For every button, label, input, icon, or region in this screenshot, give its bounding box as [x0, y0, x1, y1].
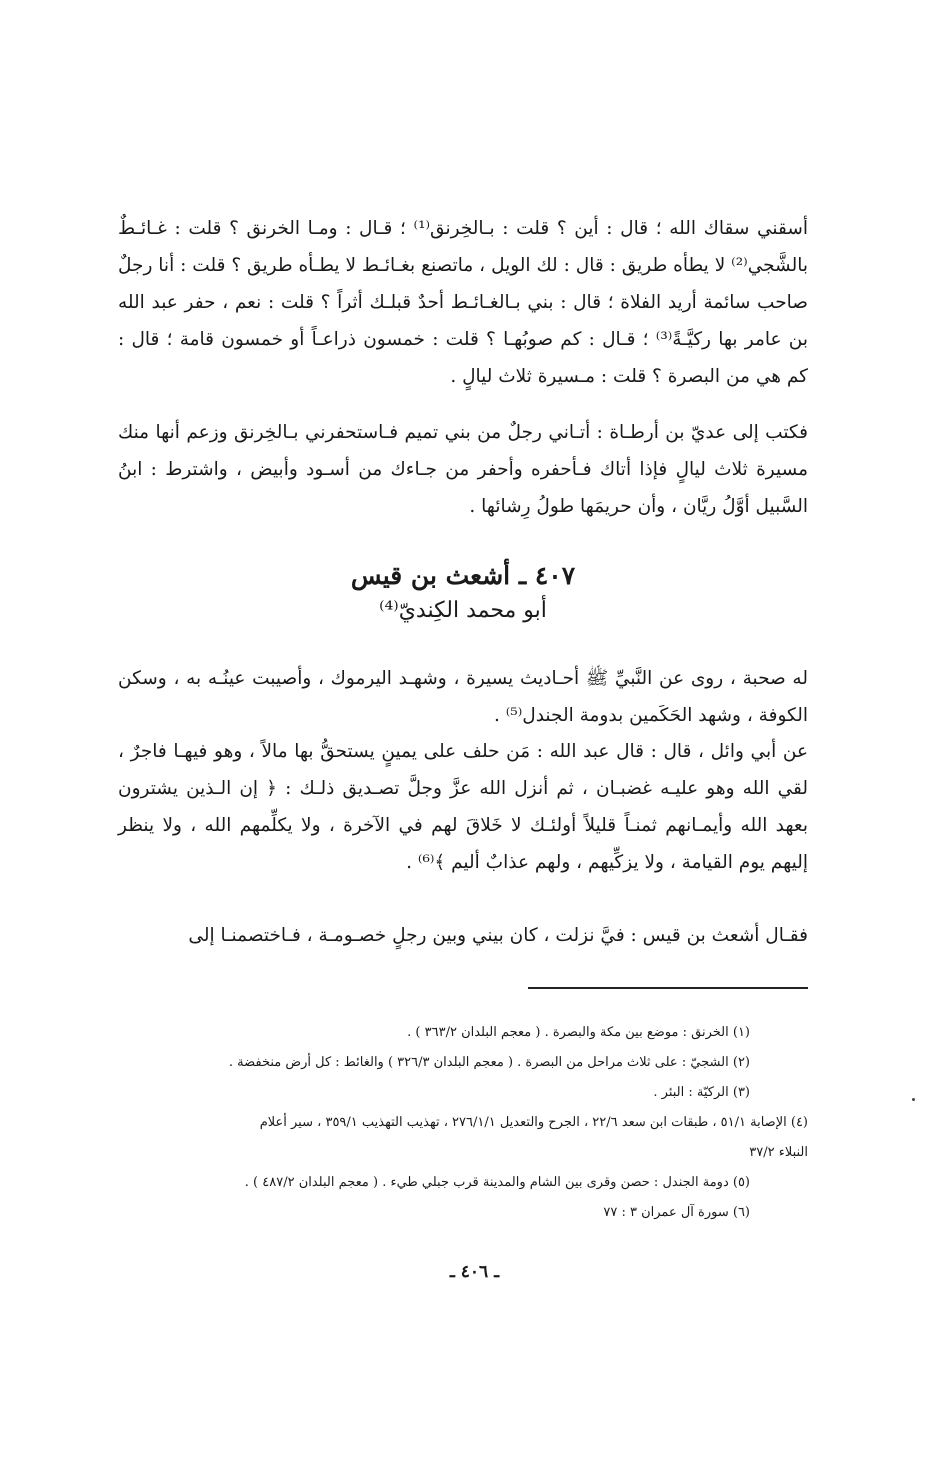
paragraph-5: فقـال أشعث بن قيس : فيَّ نزلت ، كان بيني وبين رجلٍ خصـومـة ، فـاختصمنـا إلى — [188, 925, 808, 946]
section-heading — [118, 557, 808, 627]
footnote-5: (٥) دومة الجندل : حصن وقرى بين الشام والمدينة قرب جبلي طيء . ( معجم البلدان ٤٨٧/٢ ) . — [244, 1175, 750, 1190]
entry-subtitle: أبو محمد الكِنديّ⁽⁴⁾ — [379, 598, 547, 623]
paragraph-2: فكتب إلى عديّ بن أرطـاة : أتـاني رجلٌ من بني تميم فـاستحفرني بـالخِرنق وزعم أنها منك مسيرة ثلاث ليالٍ فإذا أتاك فـأحفره وأحفر من جـاءك من أسـود وأبيض ، واشترط : ابنُ السَّبيل أوَّلُ ريَّان ، وأن حريمَها طولُ رِشائها . — [118, 422, 808, 517]
page-number: ـ ٤٠٦ ـ — [449, 1262, 500, 1282]
footnote-4-continued: النبلاء ٣٧/٢ — [749, 1145, 808, 1160]
paragraph-4: عن أبي وائل ، قال : قال عبد الله : مَن حلف على يمينٍ يستحقُّ بها مالاً ، وهو فيهـا فاجرٌ ، لقي الله وهو عليـه غضبـان ، ثم أنزل الله عزَّ وجلَّ تصـديق ذلـك : ﴿ إن الـذين يشترون بعهد الله وأيمـانهم ثمنـاً قليلاً أولئـك لا خَلاقَ لهم في الآخرة ، ولا يكلِّمهم الله ، ولا ينظر إليهم يوم القيامة ، ولا يزكِّيهم ، ولهم عذابٌ أليم ﴾⁽⁶⁾ . — [118, 741, 808, 873]
paragraph-1: أسقني سقاك الله ؛ قال : أين ؟ قلت : بـالخِرنق⁽¹⁾ ؛ قـال : ومـا الخرنق ؟ قلت : غـائـطٌ بالشَّجي⁽²⁾ لا يطأه طريق : قال : لك الويل ، ماتصنع بغـائـط لا يطـأه طريق ؟ قلت : أنا رجلٌ صاحب سائمة أريد الفلاة ؛ قال : بني بـالغـائـط أحدٌ قبلـك أثراً ؟ قلت : نعم ، حفر عبد الله بن عامر بها ركيَّـةً⁽³⁾ ؛ قـال : كم صوبُهـا ؟ قلت : خمسون ذراعـاً أو خمسون قامة ؛ قال : كم هي من البصرة ؟ قلت : مـسيرة ثلاث ليالٍ . — [118, 218, 809, 387]
footnote-4: (٤) الإصابة ٥١/١ ، طبقات ابن سعد ٢٢/٦ ، الجرح والتعديل ٢٧٦/١/١ ، تهذيب التهذيب ٣٥٩/١ ، سير أعلام — [259, 1115, 808, 1130]
footnote-3: (٣) الركيّة : البئر . — [653, 1085, 750, 1100]
paragraph-3: له صحبة ، روى عن النَّبيِّ ﷺ أحـاديث يسيرة ، وشهـد اليرموك ، وأصيبت عينُـه به ، وسكن الكوفة ، وشهد الحَكَمين بدومة الجندل⁽⁵⁾ . — [118, 668, 808, 726]
margin-dot — [912, 1098, 915, 1101]
footnote-separator — [528, 987, 808, 989]
footnote-2: (٢) الشجيّ : على ثلاث مراحل من البصرة . ( معجم البلدان ٣٢٦/٣ ) والغائط : كل أرض منخفضة . — [228, 1055, 750, 1070]
footnote-6: (٦) سورة آل عمران ٣ : ٧٧ — [603, 1205, 750, 1220]
entry-title: ٤٠٧ ـ أشعث بن قيس — [350, 561, 576, 590]
footnotes — [118, 1020, 808, 1230]
footnote-1: (١) الخرنق : موضع بين مكة والبصرة . ( معجم البلدان ٣٦٣/٢ ) . — [407, 1025, 750, 1040]
